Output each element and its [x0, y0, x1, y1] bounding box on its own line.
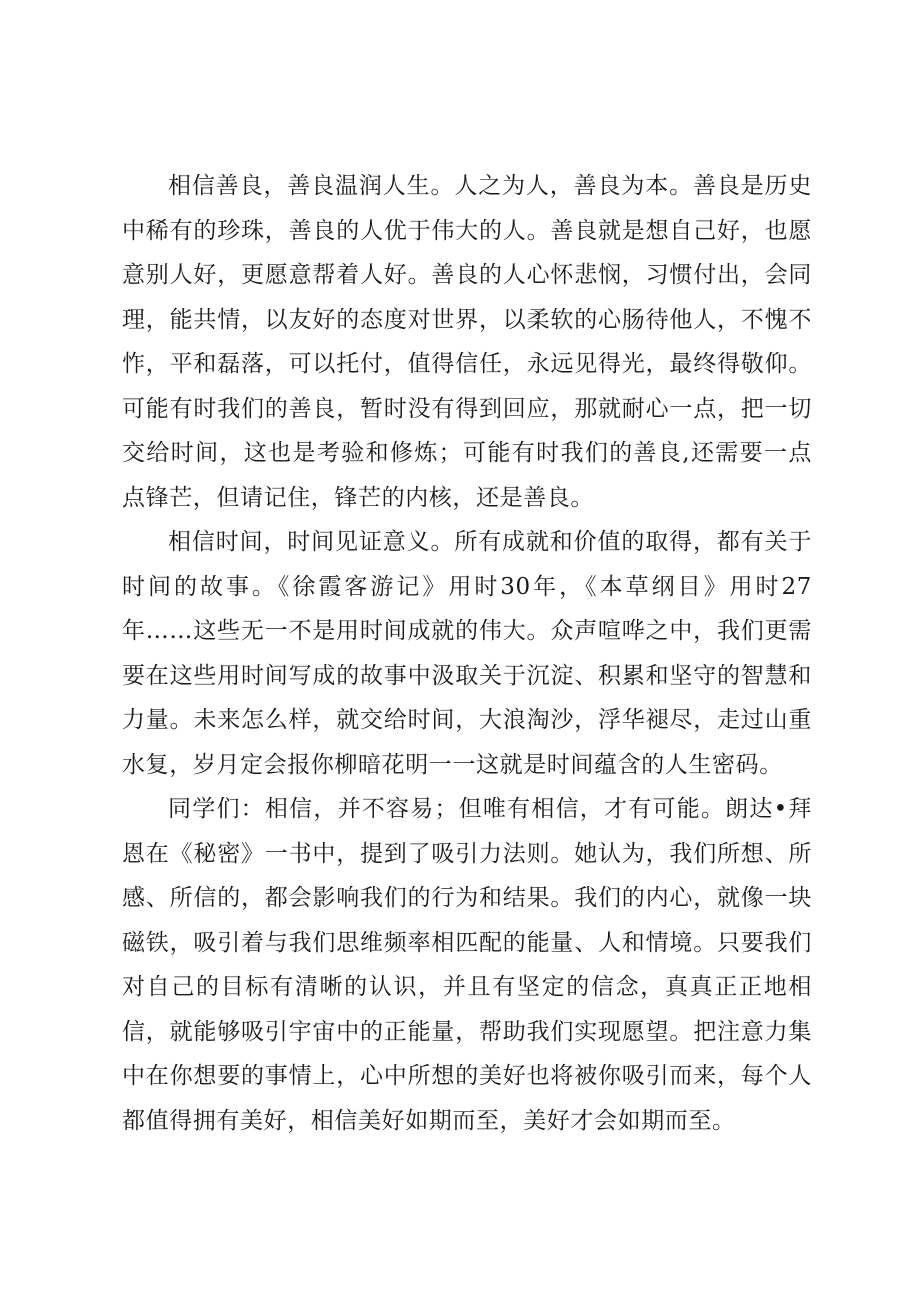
- paragraph-kindness: 相信善良，善良温润人生。人之为人，善良为本。善良是历史中稀有的珍珠，善良的人优于伟大的人。善良就是想自己好，也愿意别人好，更愿意帮着人好。善良的人心怀悲悯，习惯付出，会同理，能共情，以友好的态度对世界，以柔软的心肠待他人，不愧不怍，平和磊落，可以托付，值得信任，永远见得光，最终得敬仰。可能有时我们的善良，暂时没有得到回应，那就耐心一点，把一切交给时间，这也是考验和修炼；可能有时我们的善良,还需要一点点锋芒，但请记住，锋芒的内核，还是善良。: [122, 173, 812, 511]
- document-body: [122, 164, 812, 1143]
- paragraph-time: 相信时间，时间见证意义。所有成就和价值的取得，都有关于时间的故事。《徐霞客游记》用时30年，《本草纲目》用时27年……这些无一不是用时间成就的伟大。众声喧哗之中，我们更需要在这些用时间写成的故事中汲取关于沉淀、积累和坚守的智慧和力量。未来怎么样，就交给时间，大浪淘沙，浮华褪尽，走过山重水复，岁月定会报你柳暗花明一一这就是时间蕴含的人生密码。: [122, 529, 812, 778]
- paragraph-belief: 同学们：相信，并不容易；但唯有相信，才有可能。朗达•拜恩在《秘密》一书中，提到了吸引力法则。她认为，我们所想、所感、所信的，都会影响我们的行为和结果。我们的内心，就像一块磁铁，吸引着与我们思维频率相匹配的能量、人和情境。只要我们对自己的目标有清晰的认识，并且有坚定的信念，真真正正地相信，就能够吸引宇宙中的正能量，帮助我们实现愿望。把注意力集中在你想要的事情上，心中所想的美好也将被你吸引而来，每个人都值得拥有美好，相信美好如期而至，美好才会如期而至。: [122, 796, 812, 1134]
